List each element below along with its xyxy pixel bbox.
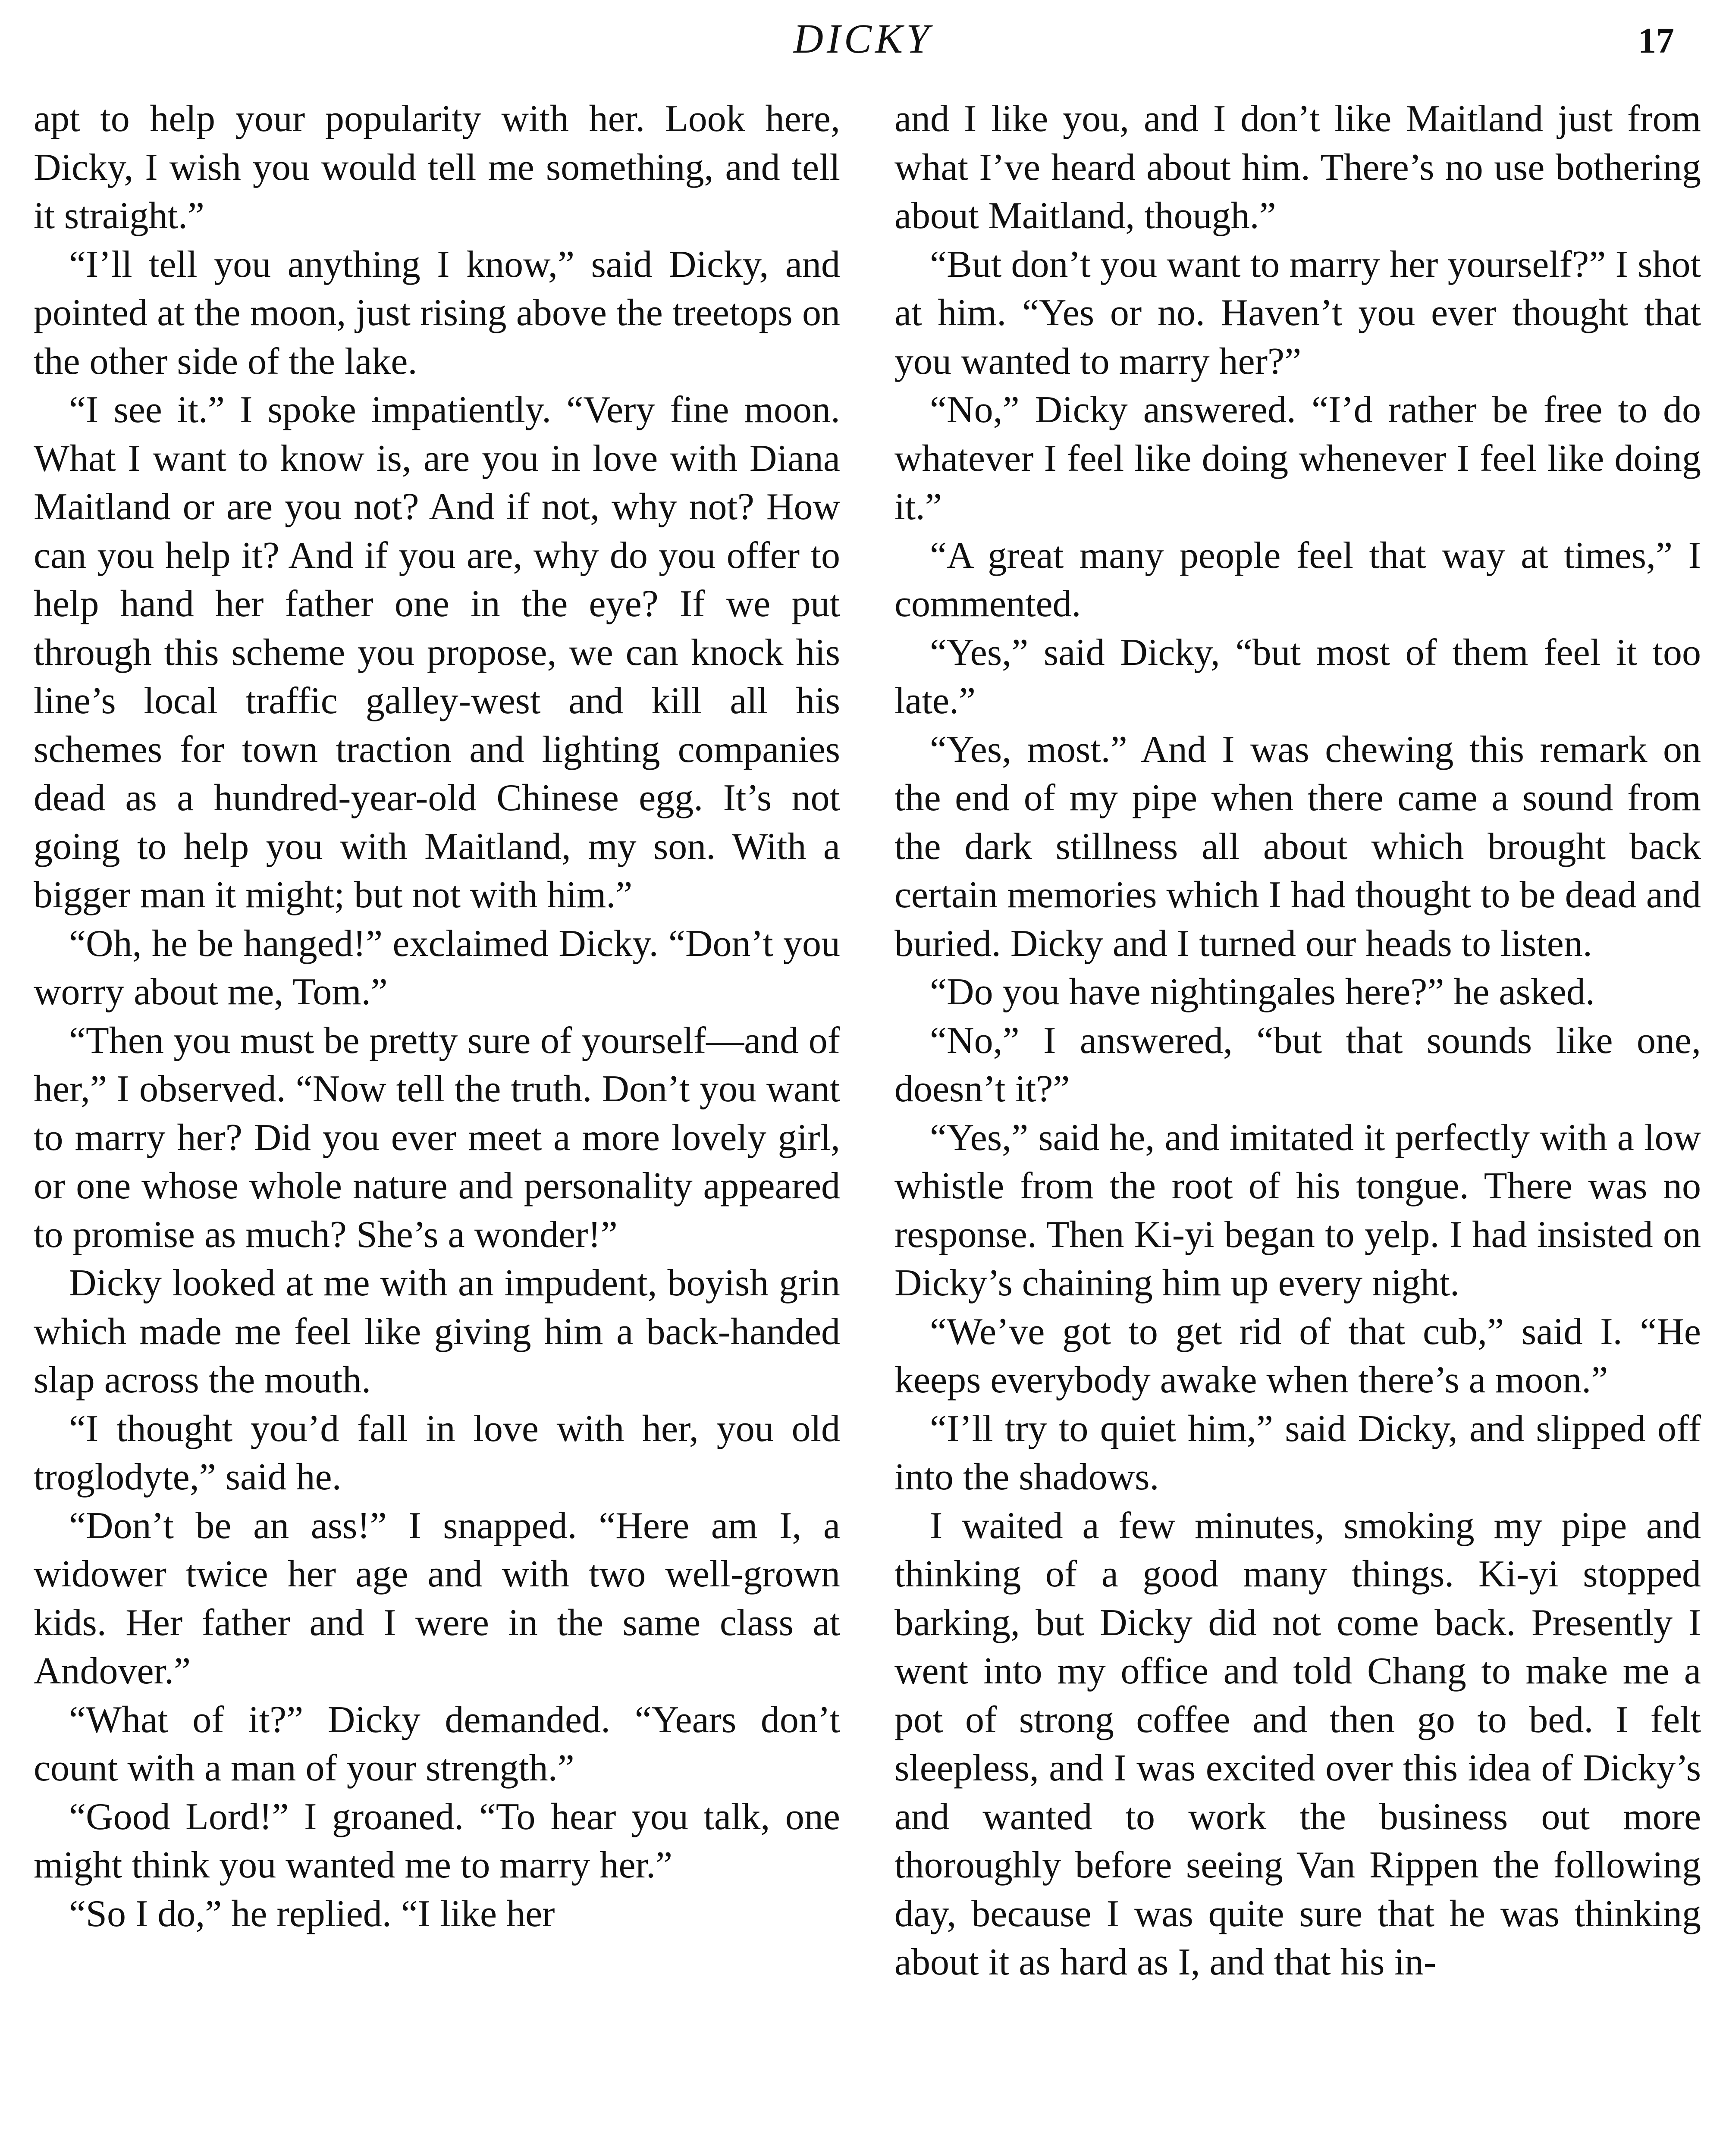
- paragraph: “Yes,” said Dicky, “but most of them feel it too late.”: [894, 631, 1701, 722]
- paragraph: I waited a few minutes, smoking my pipe and thinking of a good many things. Ki-yi stopped barking, but Dicky did not come back. Presently I went into my office and told Chang to make me a pot of strong coffee and then go to bed. I felt sleepless, and I was excited over this idea of Dicky’s and wanted to work the business out more thoroughly before seeing Van Rippen the following day, because I was quite sure that he was thinking about it as hard as I, and that his in-: [894, 1504, 1701, 1983]
- paragraph: Dicky looked at me with an impudent, boyish grin which made me feel like giving him a back-handed slap across the mouth.: [34, 1262, 840, 1401]
- paragraph: “I thought you’d fall in love with her, you old troglodyte,” said he.: [34, 1407, 840, 1498]
- paragraph: “What of it?” Dicky demanded. “Years don’t count with a man of your strength.”: [34, 1698, 840, 1789]
- left-column: [34, 95, 840, 1938]
- paragraph: “Do you have nightingales here?” he asked.: [930, 971, 1595, 1013]
- paragraph: “Then you must be pretty sure of yourself—and of her,” I observed. “Now tell the truth. Don’t you want to marry her? Did you ever meet a more lovely girl, or one whose whole nature and personality appeared to promise as much? She’s a wonder!”: [34, 1019, 840, 1256]
- page-header: [35, 13, 1691, 65]
- paragraph: “Yes,” said he, and imitated it perfectly with a low whistle from the root of his tongue. There was no response. Then Ki-yi began to yelp. I had insisted on Dicky’s chaining him up every night.: [894, 1116, 1701, 1304]
- paragraph: “I see it.” I spoke impatiently. “Very fine moon. What I want to know is, are you in love with Diana Maitland or are you not? And if not, why not? How can you help it? And if you are, why do you offer to help hand her father one in the eye? If we put through this scheme you propose, we can knock his line’s local traffic galley-west and kill all his schemes for town traction and lighting companies dead as a hundred-year-old Chinese egg. It’s not going to help you with Maitland, my son. With a bigger man it might; but not with him.”: [34, 389, 840, 916]
- paragraph: “Don’t be an ass!” I snapped. “Here am I, a widower twice her age and with two well-grown kids. Her father and I were in the same class at Andover.”: [34, 1504, 840, 1692]
- paragraph: “So I do,” he replied. “I like her: [69, 1893, 555, 1935]
- paragraph: “I’ll try to quiet him,” said Dicky, and slipped off into the shadows.: [894, 1407, 1701, 1498]
- paragraph: “No,” I answered, “but that sounds like one, doesn’t it?”: [894, 1019, 1701, 1110]
- paragraph: “But don’t you want to marry her yourself?” I shot at him. “Yes or no. Haven’t you ever thought that you wanted to marry her?”: [894, 243, 1701, 382]
- page-number: 17: [1638, 21, 1674, 61]
- paragraph: apt to help your popularity with her. Look here, Dicky, I wish you would tell me something, and tell it straight.”: [34, 98, 840, 237]
- paragraph: “Good Lord!” I groaned. “To hear you talk, one might think you wanted me to marry her.”: [34, 1796, 840, 1886]
- paragraph: “Oh, he be hanged!” exclaimed Dicky. “Don’t you worry about me, Tom.”: [34, 922, 840, 1013]
- paragraph: and I like you, and I don’t like Maitland just from what I’ve heard about him. There’s no use bothering about Maitland, though.”: [894, 98, 1701, 237]
- right-column: [894, 95, 1701, 1987]
- paragraph: “A great many people feel that way at times,” I commented.: [894, 534, 1701, 625]
- paragraph: “I’ll tell you anything I know,” said Dicky, and pointed at the moon, just rising above the treetops on the other side of the lake.: [34, 243, 840, 382]
- paragraph: “Yes, most.” And I was chewing this remark on the end of my pipe when there came a sound from the dark stillness all about which brought back certain memories which I had thought to be dead and buried. Dicky and I turned our heads to listen.: [894, 728, 1701, 965]
- paragraph: “No,” Dicky answered. “I’d rather be free to do whatever I feel like doing whenever I feel like doing it.”: [894, 389, 1701, 528]
- running-title: DICKY: [793, 16, 933, 62]
- paragraph: “We’ve got to get rid of that cub,” said I. “He keeps everybody awake when there’s a moon.”: [894, 1310, 1701, 1401]
